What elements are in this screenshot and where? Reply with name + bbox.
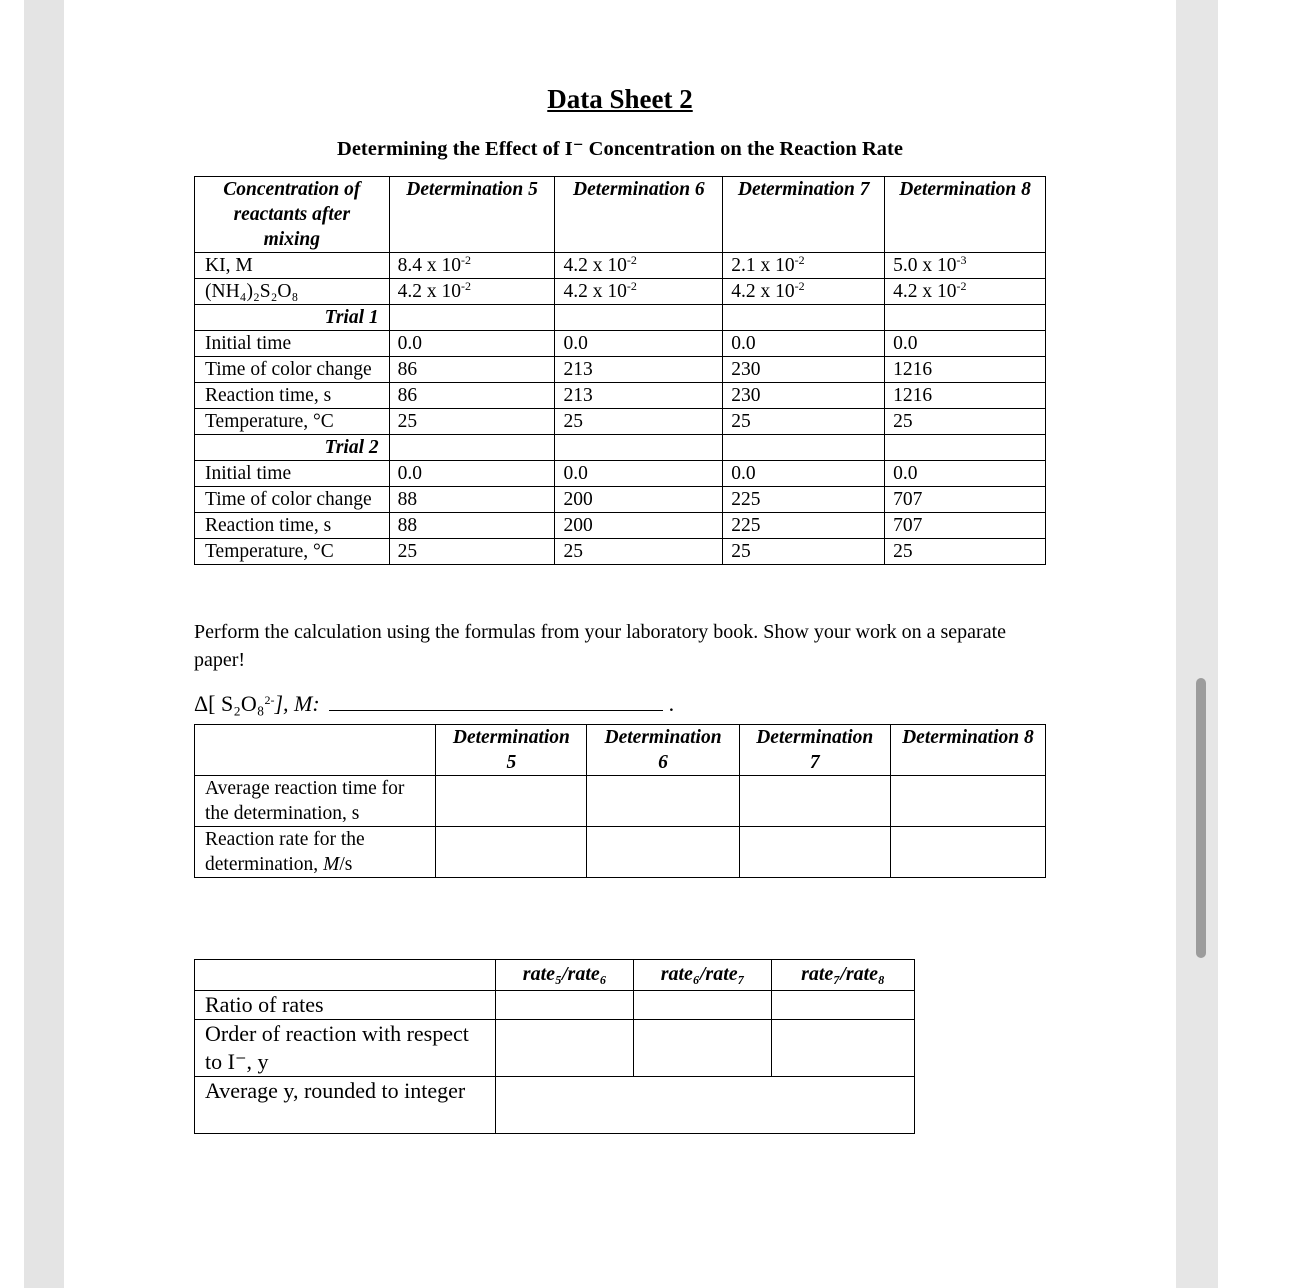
table-row: [195, 487, 1046, 513]
table-cell: 86: [389, 357, 555, 383]
table-cell: 0.0: [555, 331, 723, 357]
column-header: rate₇/rate₈: [772, 960, 915, 991]
table-cell[interactable]: [436, 776, 587, 827]
row-label: Initial time: [195, 331, 390, 357]
row-label: Average y, rounded to integer: [195, 1077, 496, 1134]
instruction-note: Perform the calculation using the formulas from your laboratory book. Show your work on a separate paper!: [194, 621, 1007, 671]
table-cell: 88: [389, 487, 555, 513]
table-cell: [555, 305, 723, 331]
table-cell: [723, 305, 885, 331]
table-cell: 1216: [885, 383, 1046, 409]
table-header-row: [195, 960, 915, 991]
column-header: Determination 5: [436, 725, 587, 776]
table-cell: 0.0: [885, 331, 1046, 357]
table-row: [195, 1020, 915, 1077]
table-cell: 0.0: [723, 461, 885, 487]
column-header: rate₅/rate₆: [496, 960, 634, 991]
table-cell: 707: [885, 513, 1046, 539]
table-cell[interactable]: [496, 1020, 634, 1077]
table-cell: 4.2 x $10^{-2}$: [555, 279, 723, 305]
table-cell: 4.2 x $10^{-2}$: [885, 279, 1046, 305]
viewer-left-margin: [24, 0, 64, 1288]
table-cell[interactable]: [739, 827, 890, 878]
row-label: Reaction time, s: [195, 383, 390, 409]
table-cell[interactable]: [587, 776, 739, 827]
row-label: Order of reaction with respect to I⁻, y: [195, 1020, 496, 1077]
column-header: Determination 6: [555, 177, 723, 253]
trial-label: Trial 2: [195, 435, 390, 461]
table-cell[interactable]: [496, 1077, 915, 1134]
scroll-track[interactable]: [1218, 0, 1290, 1288]
table-cell: 25: [389, 409, 555, 435]
table-row: [195, 991, 915, 1020]
table-cell: 25: [723, 539, 885, 565]
row-label: (NH₄)₂S₂O₈: [195, 279, 390, 305]
row-label: Ratio of rates: [195, 991, 496, 1020]
table-cell: [555, 435, 723, 461]
table-row: [195, 461, 1046, 487]
table-cell[interactable]: [587, 827, 739, 878]
table-cell: 230: [723, 383, 885, 409]
data-table: [194, 176, 1046, 565]
table-cell: 0.0: [555, 461, 723, 487]
column-header: rate₆/rate₇: [634, 960, 772, 991]
delta-suffix: ], M:: [274, 691, 320, 716]
row-label: Temperature, °C: [195, 539, 390, 565]
table-row: [195, 279, 1046, 305]
delta-label: Δ[ S₂O₈: [194, 691, 265, 716]
viewer-right-margin: [1176, 0, 1218, 1288]
table-cell: 213: [555, 357, 723, 383]
scrollbar-thumb[interactable]: [1196, 678, 1206, 958]
table-cell: 25: [389, 539, 555, 565]
delta-concentration-line: [194, 690, 674, 717]
column-header: Determination 7: [723, 177, 885, 253]
column-header: Concentration of reactants after mixing: [195, 177, 390, 253]
delta-charge: 2-: [264, 693, 275, 707]
table-cell[interactable]: [496, 991, 634, 1020]
table-cell[interactable]: [436, 827, 587, 878]
table-cell: 25: [555, 539, 723, 565]
row-label: Time of color change: [195, 487, 390, 513]
table-cell: 25: [885, 539, 1046, 565]
page-subtitle: Determining the Effect of I⁻ Concentration on the Reaction Rate: [337, 138, 903, 160]
delta-end: .: [668, 691, 675, 716]
order-table: [194, 959, 915, 1134]
column-header: Determination 8: [885, 177, 1046, 253]
row-label: Average reaction time for the determination, s: [195, 776, 436, 827]
table-cell: 0.0: [723, 331, 885, 357]
table-cell: 707: [885, 487, 1046, 513]
table-row: [195, 409, 1046, 435]
table-cell: [885, 435, 1046, 461]
window-left-edge: [0, 0, 24, 1288]
table-row: [195, 539, 1046, 565]
table-row: [195, 513, 1046, 539]
row-label: Reaction rate for the determination, M/s: [195, 827, 436, 878]
trial-label: Trial 1: [195, 305, 390, 331]
trial-row: [195, 305, 1046, 331]
table-header-row: [195, 725, 1046, 776]
table-cell: 86: [389, 383, 555, 409]
table-cell: 4.2 x $10^{-2}$: [723, 279, 885, 305]
table-cell: 0.0: [885, 461, 1046, 487]
row-label: Temperature, °C: [195, 409, 390, 435]
table-cell[interactable]: [634, 991, 772, 1020]
table-cell: 225: [723, 513, 885, 539]
table-row: [195, 776, 1046, 827]
table-cell: 200: [555, 487, 723, 513]
table-row: [195, 253, 1046, 279]
table-cell: 88: [389, 513, 555, 539]
table-cell: 200: [555, 513, 723, 539]
column-header: Determination 5: [389, 177, 555, 253]
table-cell: [885, 305, 1046, 331]
table-cell: 213: [555, 383, 723, 409]
table-row: [195, 331, 1046, 357]
table-cell: 225: [723, 487, 885, 513]
table-header-row: [195, 177, 1046, 253]
table-cell[interactable]: [890, 776, 1045, 827]
rate-table: [194, 724, 1046, 878]
column-header: Determination 7: [739, 725, 890, 776]
table-row: [195, 827, 1046, 878]
table-cell: 0.0: [389, 331, 555, 357]
table-cell: 0.0: [389, 461, 555, 487]
table-cell: 25: [723, 409, 885, 435]
column-header: Determination 6: [587, 725, 739, 776]
row-label: Initial time: [195, 461, 390, 487]
table-cell: 230: [723, 357, 885, 383]
row-label: Time of color change: [195, 357, 390, 383]
table-cell[interactable]: [772, 1020, 915, 1077]
table-cell: 8.4 x $10^{-2}$: [389, 253, 555, 279]
table-cell: [195, 960, 496, 991]
table-row: [195, 1077, 915, 1134]
trial-row: [195, 435, 1046, 461]
table-cell: [389, 305, 555, 331]
table-cell: 4.2 x $10^{-2}$: [555, 253, 723, 279]
table-cell: 5.0 x $10^{-3}$: [885, 253, 1046, 279]
column-header: Determination 8: [890, 725, 1045, 776]
table-cell: 1216: [885, 357, 1046, 383]
table-cell: 4.2 x $10^{-2}$: [389, 279, 555, 305]
row-label: KI, M: [195, 253, 390, 279]
table-cell: [723, 435, 885, 461]
table-cell[interactable]: [890, 827, 1045, 878]
table-cell: [195, 725, 436, 776]
answer-blank[interactable]: [329, 690, 663, 711]
row-label: Reaction time, s: [195, 513, 390, 539]
table-cell: [389, 435, 555, 461]
table-cell: 25: [555, 409, 723, 435]
table-cell[interactable]: [772, 991, 915, 1020]
table-row: [195, 357, 1046, 383]
table-cell[interactable]: [739, 776, 890, 827]
table-cell[interactable]: [634, 1020, 772, 1077]
table-cell: 2.1 x $10^{-2}$: [723, 253, 885, 279]
table-row: [195, 383, 1046, 409]
table-cell: 25: [885, 409, 1046, 435]
page-title: Data Sheet 2: [547, 84, 693, 114]
